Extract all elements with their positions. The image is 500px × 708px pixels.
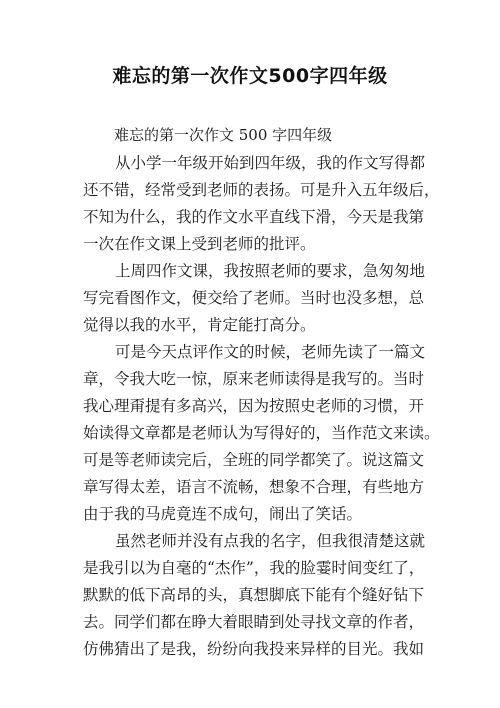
paragraph-line: 去。同学们都在睁大着眼睛到处寻找文章的作者，: [83, 613, 425, 631]
paragraph-line: 由于我的马虎竟连不成句，闹出了笑话。: [83, 505, 363, 523]
paragraph-line: 写完看图作文，便交给了老师。当时也没多想，总: [83, 289, 425, 307]
paragraph-line: 默默的低下高昂的头，真想脚底下能有个缝好钻下: [83, 586, 425, 604]
paragraph-line: 可是等老师读完后，全班的同学都笑了。说这篇文: [83, 451, 425, 469]
document-subtitle: 难忘的第一次作文 500 字四年级: [114, 126, 333, 144]
paragraph-line: 我心理甭提有多高兴，因为按照史老师的习惯，开: [83, 397, 425, 415]
paragraph-line: 不知为什么，我的作文水平直线下滑，今天是我第: [83, 208, 425, 226]
paragraph-line: 还不错，经常受到老师的表扬。可是升入五年级后，: [83, 181, 440, 199]
paragraph-line: 从小学一年级开始到四年级，我的作文写得都: [115, 154, 426, 172]
paragraph-line: 是我引以为自毫的“杰作”，我的脸霎时间变红了，: [83, 559, 425, 577]
paragraph-line: 上周四作文课，我按照老师的要求，急匆匆地: [115, 262, 426, 280]
paragraph-line: 仿佛猜出了是我，纷纷向我投来异样的目光。我如: [83, 640, 425, 658]
paragraph-line: 始读得文章都是老师认为写得好的，当作范文来读。: [83, 424, 440, 442]
paragraph-line: 觉得以我的水平，肯定能打高分。: [83, 316, 316, 334]
paragraph-line: 章，令我大吃一惊，原来老师读得是我写的。当时: [83, 370, 425, 388]
document-title: 难忘的第一次作文500字四年级: [112, 65, 388, 87]
paragraph-line: 可是今天点评作文的时候，老师先读了一篇文: [115, 343, 426, 361]
paragraph-line: 章写得太差，语言不流畅，想象不合理，有些地方: [83, 478, 425, 496]
paragraph-line: 一次在作文课上受到老师的批评。: [83, 235, 316, 253]
paragraph-line: 虽然老师并没有点我的名字，但我很清楚这就: [115, 532, 426, 550]
